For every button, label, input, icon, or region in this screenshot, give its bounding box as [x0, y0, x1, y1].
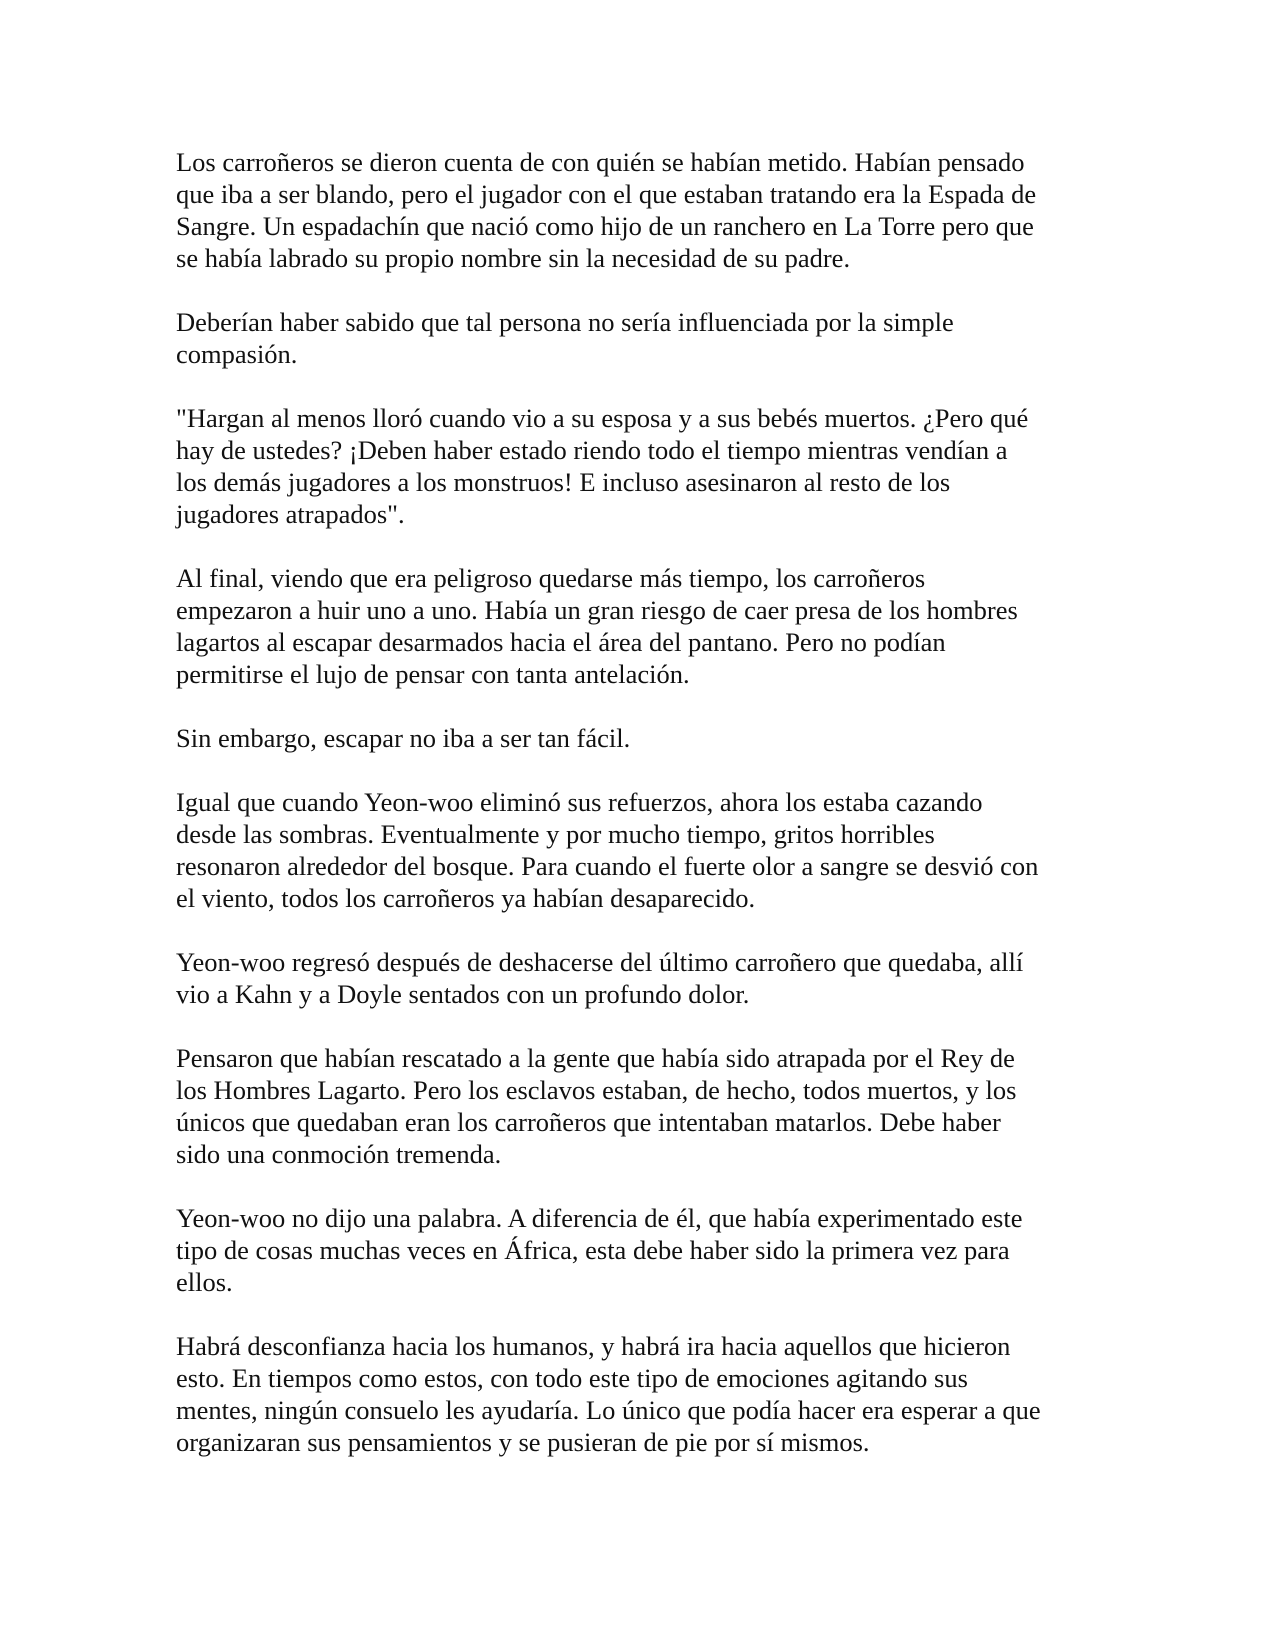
text-line: vio a Kahn y a Doyle sentados con un profundo dolor. [176, 979, 750, 1009]
text-line: desde las sombras. Eventualmente y por mucho tiempo, gritos horribles [176, 819, 935, 849]
text-line: Los carroñeros se dieron cuenta de con quién se habían metido. Habían pensado [176, 147, 1025, 177]
text-line: permitirse el lujo de pensar con tanta antelación. [176, 659, 690, 689]
text-line: resonaron alrededor del bosque. Para cuando el fuerte olor a sangre se desvió con [176, 851, 1039, 881]
text-line: ellos. [176, 1267, 233, 1297]
paragraph [176, 402, 1096, 530]
paragraph [176, 146, 1096, 274]
text-line: Pensaron que habían rescatado a la gente que había sido atrapada por el Rey de [176, 1043, 1015, 1073]
paragraph [176, 1330, 1096, 1458]
text-line: se había labrado su propio nombre sin la necesidad de su padre. [176, 243, 851, 273]
text-line: Yeon-woo regresó después de deshacerse del último carroñero que quedaba, allí [176, 947, 1024, 977]
text-line: los demás jugadores a los monstruos! E incluso asesinaron al resto de los [176, 467, 951, 497]
text-line: únicos que quedaban eran los carroñeros que intentaban matarlos. Debe haber [176, 1107, 1001, 1137]
text-line: lagartos al escapar desarmados hacia el área del pantano. Pero no podían [176, 627, 946, 657]
text-line: que iba a ser blando, pero el jugador con el que estaban tratando era la Espada de [176, 179, 1037, 209]
text-line: tipo de cosas muchas veces en África, esta debe haber sido la primera vez para [176, 1235, 1010, 1265]
text-line: Al final, viendo que era peligroso quedarse más tiempo, los carroñeros [176, 563, 926, 593]
text-line: jugadores atrapados". [176, 499, 405, 529]
text-line: Sin embargo, escapar no iba a ser tan fácil. [176, 723, 631, 753]
document-body [176, 146, 1096, 1490]
paragraph [176, 786, 1096, 914]
text-line: Habrá desconfianza hacia los humanos, y habrá ira hacia aquellos que hicieron [176, 1331, 1011, 1361]
text-line: Igual que cuando Yeon-woo eliminó sus refuerzos, ahora los estaba cazando [176, 787, 983, 817]
text-line: Yeon-woo no dijo una palabra. A diferencia de él, que había experimentado este [176, 1203, 1023, 1233]
text-line: compasión. [176, 339, 298, 369]
text-line: esto. En tiempos como estos, con todo este tipo de emociones agitando sus [176, 1363, 968, 1393]
text-line: sido una conmoción tremenda. [176, 1139, 502, 1169]
text-line: "Hargan al menos lloró cuando vio a su esposa y a sus bebés muertos. ¿Pero qué [176, 403, 1029, 433]
paragraph [176, 1202, 1096, 1298]
text-line: el viento, todos los carroñeros ya habían desaparecido. [176, 883, 756, 913]
text-line: hay de ustedes? ¡Deben haber estado riendo todo el tiempo mientras vendían a [176, 435, 1008, 465]
paragraph [176, 722, 1096, 754]
paragraph [176, 562, 1096, 690]
paragraph [176, 306, 1096, 370]
text-line: empezaron a huir uno a uno. Había un gran riesgo de caer presa de los hombres [176, 595, 1018, 625]
text-line: los Hombres Lagarto. Pero los esclavos estaban, de hecho, todos muertos, y los [176, 1075, 1017, 1105]
text-line: mentes, ningún consuelo les ayudaría. Lo único que podía hacer era esperar a que [176, 1395, 1041, 1425]
text-line: organizaran sus pensamientos y se pusieran de pie por sí mismos. [176, 1427, 870, 1457]
text-line: Deberían haber sabido que tal persona no sería influenciada por la simple [176, 307, 954, 337]
paragraph [176, 1042, 1096, 1170]
text-line: Sangre. Un espadachín que nació como hijo de un ranchero en La Torre pero que [176, 211, 1034, 241]
paragraph [176, 946, 1096, 1010]
